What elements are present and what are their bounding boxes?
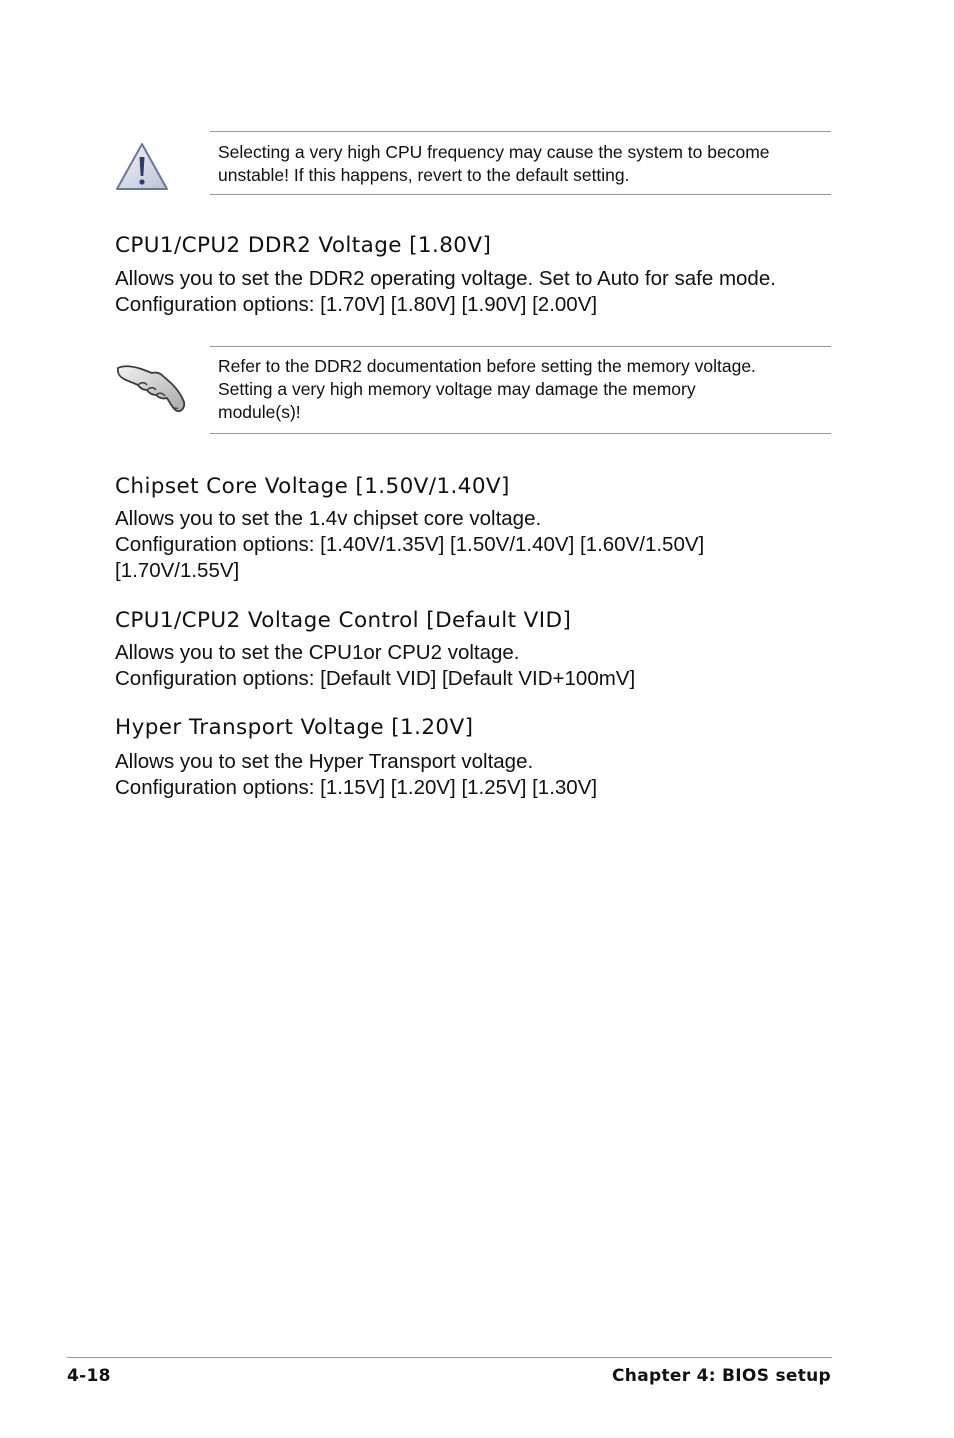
page-number: 4-18 [67,1366,111,1386]
footer-divider [67,1357,832,1358]
section-heading-ddr2-voltage: CPU1/CPU2 DDR2 Voltage [1.80V] [115,233,492,258]
section-heading-chipset-core-voltage: Chipset Core Voltage [1.50V/1.40V] [115,474,510,499]
section-heading-hyper-transport-voltage: Hyper Transport Voltage [1.20V] [115,715,474,740]
warning-icon [114,141,170,193]
section-body-hyper-transport-voltage: Allows you to set the Hyper Transport voltage. Configuration options: [1.15V] [1.20V] [1.25V] [1.30V] [115,750,598,799]
section-body-chipset-core-voltage: Allows you to set the 1.4v chipset core voltage. Configuration options: [1.40V/1.35V] [1.50V/1.40V] [1.60V/1.50V] [1.70V/1.55V] [115,507,705,582]
pointing-hand-icon [114,360,188,416]
chapter-title: Chapter 4: BIOS setup [612,1366,831,1386]
section-body-cpu-voltage-control: Allows you to set the CPU1or CPU2 voltage. Configuration options: [Default VID] [Default VID+100mV] [115,641,636,690]
warning-note-text: Selecting a very high CPU frequency may cause the system to become unstable! If this happens, revert to the default setting. [218,142,770,185]
caution-note [210,346,831,434]
caution-note-text: Refer to the DDR2 documentation before setting the memory voltage. Setting a very high memory voltage may damage the memory module(s)! [218,356,756,422]
section-body-ddr2-voltage: Allows you to set the DDR2 operating voltage. Set to Auto for safe mode. Configuration options: [1.70V] [1.80V] [1.90V] [2.00V] [115,267,776,316]
warning-note [210,131,831,195]
section-heading-cpu-voltage-control: CPU1/CPU2 Voltage Control [Default VID] [115,608,572,633]
